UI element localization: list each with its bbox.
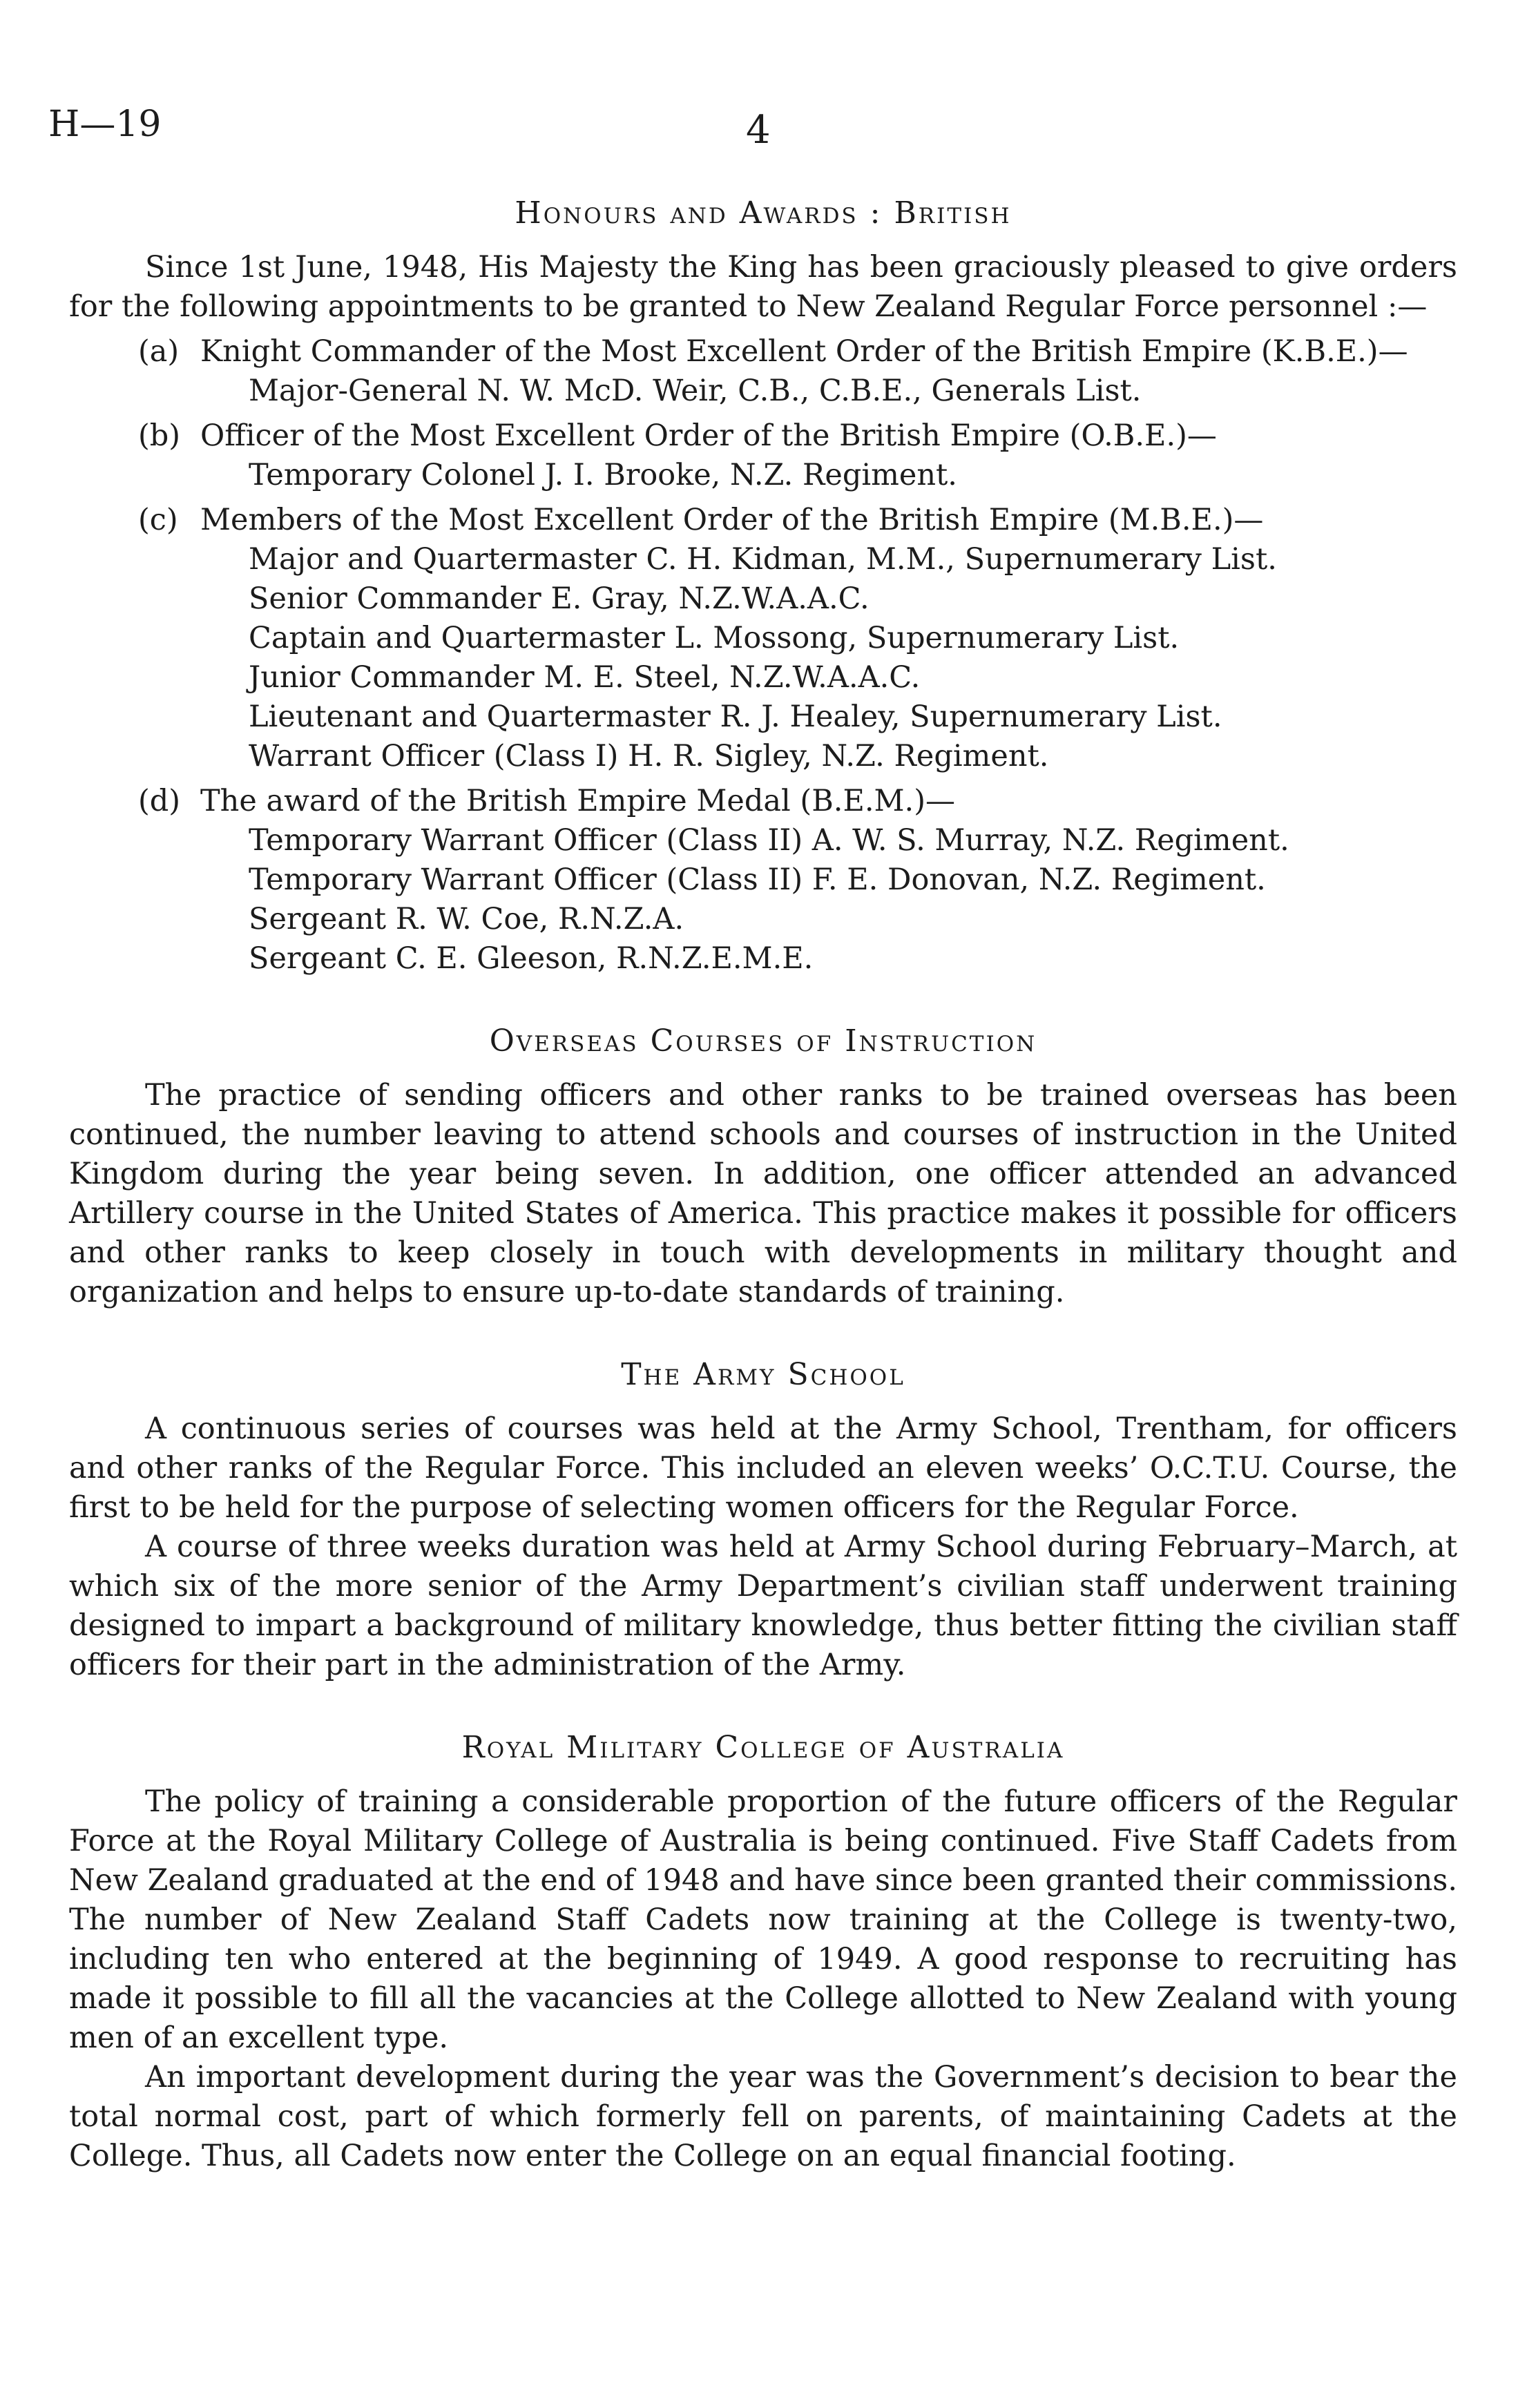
award-entry: Major and Quartermaster C. H. Kidman, M.M., Supernumerary List.: [249, 542, 1277, 577]
award-entry: Lieutenant and Quartermaster R. J. Healey, Supernumerary List.: [249, 700, 1222, 734]
award-item: [69, 782, 1457, 821]
section-heading: The Army School: [621, 1357, 905, 1392]
item-title: Knight Commander of the Most Excellent Order of the British Empire (K.B.E.)—: [200, 334, 1408, 369]
section-heading: Royal Military College of Australia: [461, 1730, 1065, 1765]
item-label: (b): [138, 418, 181, 453]
section-heading: Overseas Courses of Instruction: [489, 1023, 1037, 1059]
paragraph: The policy of training a considerable proportion of the future officers of the Regular Force at the Royal Military College of Australia is being continued. Five Staff Cadets from New Zealand graduated at the end of 1948 and have since been granted their commissions. The number of New Zealand Staff Cadets now training at the College is twenty-two, including ten who entered at the beginning of 1949. A good response to recruiting has made it possible to fill all the vacancies at the College allotted to New Zealand with young men of an excellent type.: [69, 1784, 1457, 2055]
award-entry: Sergeant C. E. Gleeson, R.N.Z.E.M.E.: [249, 941, 814, 976]
paragraph: A course of three weeks duration was held at Army School during February–March, at which six of the more senior of the Army Department’s civilian staff underwent training designed to impart a background of military knowledge, thus better fitting the civilian staff officers for their part in the administration of the Army.: [69, 1530, 1457, 1682]
item-label: (d): [138, 784, 181, 818]
award-entry: Temporary Colonel J. I. Brooke, N.Z. Regiment.: [249, 458, 957, 492]
award-entry: Temporary Warrant Officer (Class II) A. W. S. Murray, N.Z. Regiment.: [249, 823, 1289, 858]
army-school-section: [69, 1355, 1457, 1685]
award-entry: Major-General N. W. McD. Weir, C.B., C.B.E., Generals List.: [249, 374, 1142, 408]
award-entry: Warrant Officer (Class I) H. R. Sigley, N.Z. Regiment.: [249, 739, 1049, 773]
section-heading: Honours and Awards : British: [515, 195, 1012, 231]
award-entry: Temporary Warrant Officer (Class II) F. E. Donovan, N.Z. Regiment.: [249, 863, 1266, 897]
item-title: Officer of the Most Excellent Order of the British Empire (O.B.E.)—: [200, 418, 1217, 453]
item-label: (a): [138, 334, 180, 369]
award-entry: Captain and Quartermaster L. Mossong, Supernumerary List.: [249, 621, 1180, 655]
item-label: (c): [138, 503, 178, 537]
page-number: 4: [746, 108, 771, 153]
item-title: The award of the British Empire Medal (B.E.M.)—: [200, 784, 955, 818]
paragraph: The practice of sending officers and other ranks to be trained overseas has been continued, the number leaving to attend schools and courses of instruction in the United Kingdom during the year being seven. In addition, one officer attended an advanced Artillery course in the United States of America. This practice makes it possible for officers and other ranks to keep closely in touch with developments in military thought and organization and helps to ensure up-to-date standards of training.: [69, 1078, 1457, 1309]
page-content: [69, 193, 1457, 2219]
award-item: [69, 501, 1457, 540]
award-item: [69, 332, 1457, 372]
paragraph: Since 1st June, 1948, His Majesty the King has been graciously pleased to give orders for the following appointments to be granted to New Zealand Regular Force personnel :—: [69, 250, 1457, 324]
award-item: [69, 416, 1457, 456]
item-title: Members of the Most Excellent Order of the British Empire (M.B.E.)—: [200, 503, 1264, 537]
award-entry: Senior Commander E. Gray, N.Z.W.A.A.C.: [249, 581, 870, 616]
overseas-section: [69, 1021, 1457, 1312]
award-entry: Junior Commander M. E. Steel, N.Z.W.A.A.C.: [249, 660, 921, 695]
rmc-section: [69, 1728, 1457, 2176]
award-entry: Sergeant R. W. Coe, R.N.Z.A.: [249, 902, 684, 936]
document-reference: H—19: [48, 104, 162, 145]
paragraph: A continuous series of courses was held at the Army School, Trentham, for officers and other ranks of the Regular Force. This included an eleven weeks’ O.C.T.U. Course, the first to be held for the purpose of selecting women officers for the Regular Force.: [69, 1412, 1457, 1525]
honours-section: [69, 193, 1457, 979]
paragraph: An important development during the year was the Government’s decision to bear the total normal cost, part of which formerly fell on parents, of maintaining Cadets at the College. Thus, all Cadets now enter the College on an equal financial footing.: [69, 2060, 1457, 2173]
